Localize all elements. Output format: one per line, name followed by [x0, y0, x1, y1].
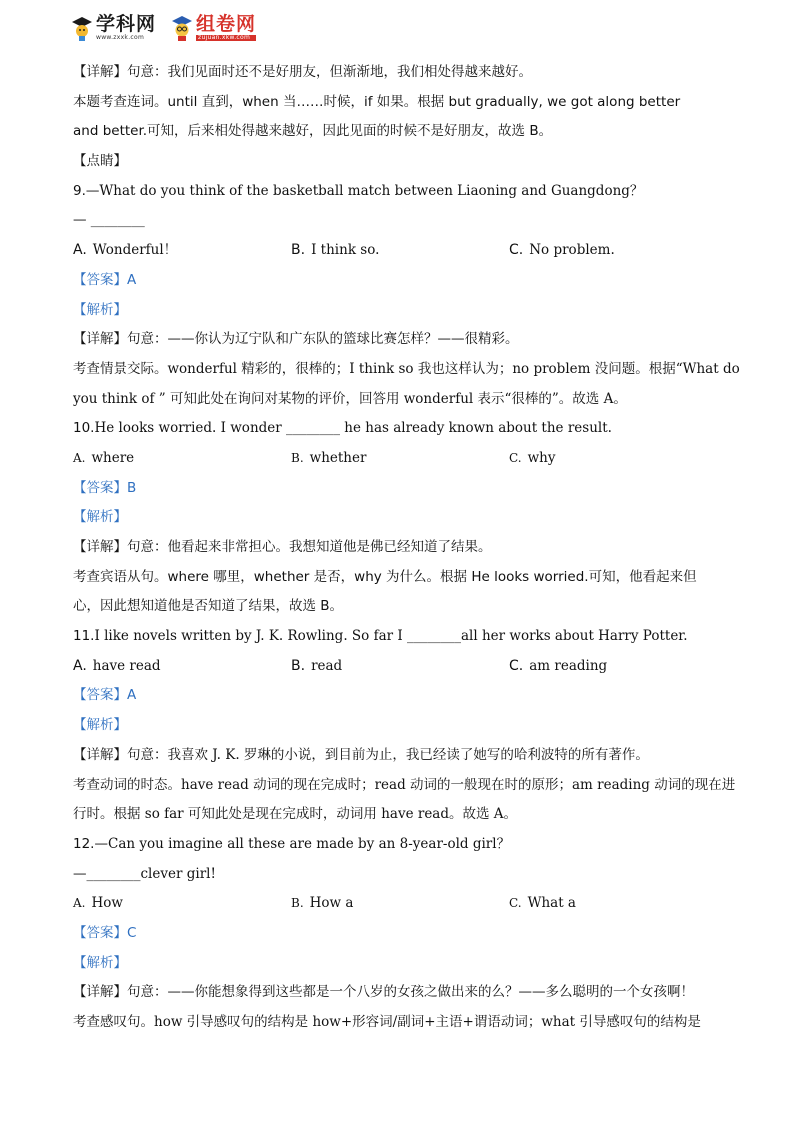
options-row — [73, 444, 733, 474]
text-line: you think of ” 可知此处在询问对某物的评价，回答用 wonderful 表示“很棒的”。故选 A。 — [73, 390, 627, 407]
option-text: read — [311, 657, 343, 674]
options-row — [73, 652, 733, 682]
logo-name: 学科网 — [96, 13, 157, 35]
text-line: 考查情景交际。wonderful 精彩的，很棒的；I think so 我也这样认为；no problem 没问题。根据“What do — [73, 360, 740, 377]
section-label — [73, 711, 733, 741]
option-text: why — [527, 449, 556, 466]
option-letter: A. — [73, 657, 87, 674]
option-text: What a — [527, 895, 576, 912]
zujuan-logo — [170, 14, 256, 42]
label-tag: 【解析】 — [73, 301, 127, 318]
option-letter: B. — [291, 657, 306, 674]
option — [291, 444, 509, 474]
option-letter: C. — [509, 242, 524, 259]
answer-value: A — [127, 271, 137, 288]
answer-value: B — [127, 479, 137, 496]
option — [509, 652, 727, 682]
text-line: 【详解】句意：他看起来非常担心。我想知道他是佛已经知道了结果。 — [73, 539, 492, 555]
option — [73, 889, 291, 919]
option-text: where — [91, 449, 135, 466]
question-text: He looks worried. I wonder ________ he has already known about the result. — [94, 420, 612, 437]
label-tag: 【答案】 — [73, 924, 127, 941]
question-stem — [73, 622, 733, 652]
option-text: No problem. — [529, 242, 615, 259]
label-tag: 【答案】 — [73, 479, 127, 496]
question-number: 9. — [73, 182, 86, 199]
option — [509, 444, 727, 474]
question-stem — [73, 177, 733, 207]
option-text: How — [91, 895, 123, 912]
text-line: 心，因此想知道他是否知道了结果，故选 B。 — [73, 598, 344, 615]
student-mascot-icon — [170, 14, 194, 42]
question-number: 11. — [73, 628, 95, 645]
option-text: am reading — [529, 657, 608, 674]
option-letter: A. — [73, 242, 87, 259]
text-line: 行时。根据 so far 可知此处是现在完成时，动词用 have read。故选 A。 — [73, 806, 518, 823]
question-stem — [73, 414, 733, 444]
label-tag: 【答案】 — [73, 271, 127, 288]
question-text: —What do you think of the basketball match between Liaoning and Guangdong？ — [85, 182, 644, 199]
options-row — [73, 889, 733, 919]
logo-name: 组卷网 — [196, 13, 257, 35]
section-label — [73, 681, 733, 711]
option-text: Wonderful！ — [92, 242, 178, 259]
text-line: 【详解】句意：我们见面时还不是好朋友，但渐渐地，我们相处得越来越好。 — [73, 64, 532, 80]
question-stem — [73, 830, 733, 860]
text-line: 考查宾语从句。where 哪里，whether 是否，why 为什么。根据 He looks worried.可知，他看起来但 — [73, 568, 697, 585]
page-header — [70, 8, 270, 48]
zxxk-logo — [70, 14, 156, 42]
label-tag: 【解析】 — [73, 954, 127, 971]
text-line: — ________ — [73, 212, 145, 229]
answer-value: A — [127, 687, 137, 704]
option — [73, 236, 291, 266]
text-line: 【详解】句意：我喜欢 J. K. 罗琳的小说，到目前为止，我已经读了她写的哈利波特的所有著作。 — [73, 746, 649, 763]
scholar-mascot-icon — [70, 14, 94, 42]
question-number: 10. — [73, 420, 95, 437]
question-text: —Can you imagine all these are made by an 8-year-old girl？ — [94, 835, 511, 852]
option — [509, 889, 727, 919]
option-letter: C. — [509, 896, 522, 911]
option — [291, 236, 509, 266]
document-body — [73, 58, 740, 1038]
section-label — [73, 503, 733, 533]
section-label — [73, 296, 733, 326]
option-text: whether — [309, 449, 367, 466]
logo-url: zujuan.xkw.com — [196, 35, 256, 41]
option — [509, 236, 727, 266]
section-label — [73, 919, 733, 949]
option-text: have read — [92, 657, 161, 674]
option — [73, 444, 291, 474]
question-number: 12. — [73, 835, 95, 852]
text-line: 考查感叹句。how 引导感叹句的结构是 how+形容词/副词+主语+谓语动词；what 引导感叹句的结构是 — [73, 1014, 701, 1030]
option — [291, 889, 509, 919]
text-line: and better.可知，后来相处得越来越好，因此见面的时候不是好朋友，故选 B。 — [73, 123, 553, 140]
label-tag: 【解析】 — [73, 509, 127, 526]
text-line: 本题考查连词。until 直到，when 当……时候，if 如果。根据 but gradually, we got along better — [73, 93, 681, 110]
text-line: 【详解】句意：——你认为辽宁队和广东队的篮球比赛怎样？——很精彩。 — [73, 331, 519, 348]
label-tag: 【答案】 — [73, 687, 127, 704]
text-line: 考查动词的时态。have read 动词的现在完成时；read 动词的一般现在时的原形；am reading 动词的现在进 — [73, 776, 736, 793]
answer-value: C — [127, 924, 137, 941]
section-label — [73, 266, 733, 296]
option-letter: B. — [291, 242, 306, 259]
option-letter: C. — [509, 657, 524, 674]
option — [73, 652, 291, 682]
option-letter: A. — [73, 450, 86, 465]
label-tag: 【解析】 — [73, 717, 127, 734]
question-text: I like novels written by J. K. Rowling. So far I ________all her works about Harry Potter. — [94, 628, 688, 645]
option-text: How a — [309, 895, 354, 912]
option-text: I think so. — [311, 242, 380, 259]
option-letter: B. — [291, 896, 304, 911]
section-label — [73, 474, 733, 504]
text-line: —________clever girl! — [73, 865, 216, 882]
option-letter: C. — [509, 450, 522, 465]
options-row — [73, 236, 733, 266]
option — [291, 652, 509, 682]
option-letter: A. — [73, 896, 86, 911]
logo-url: www.zxxk.com — [96, 34, 145, 41]
option-letter: B. — [291, 450, 304, 465]
text-line: 【点睛】 — [73, 153, 127, 170]
text-line: 【详解】句意：——你能想象得到这些都是一个八岁的女孩之做出来的么？——多么聪明的一个女孩啊！ — [73, 984, 694, 1001]
section-label — [73, 949, 733, 979]
